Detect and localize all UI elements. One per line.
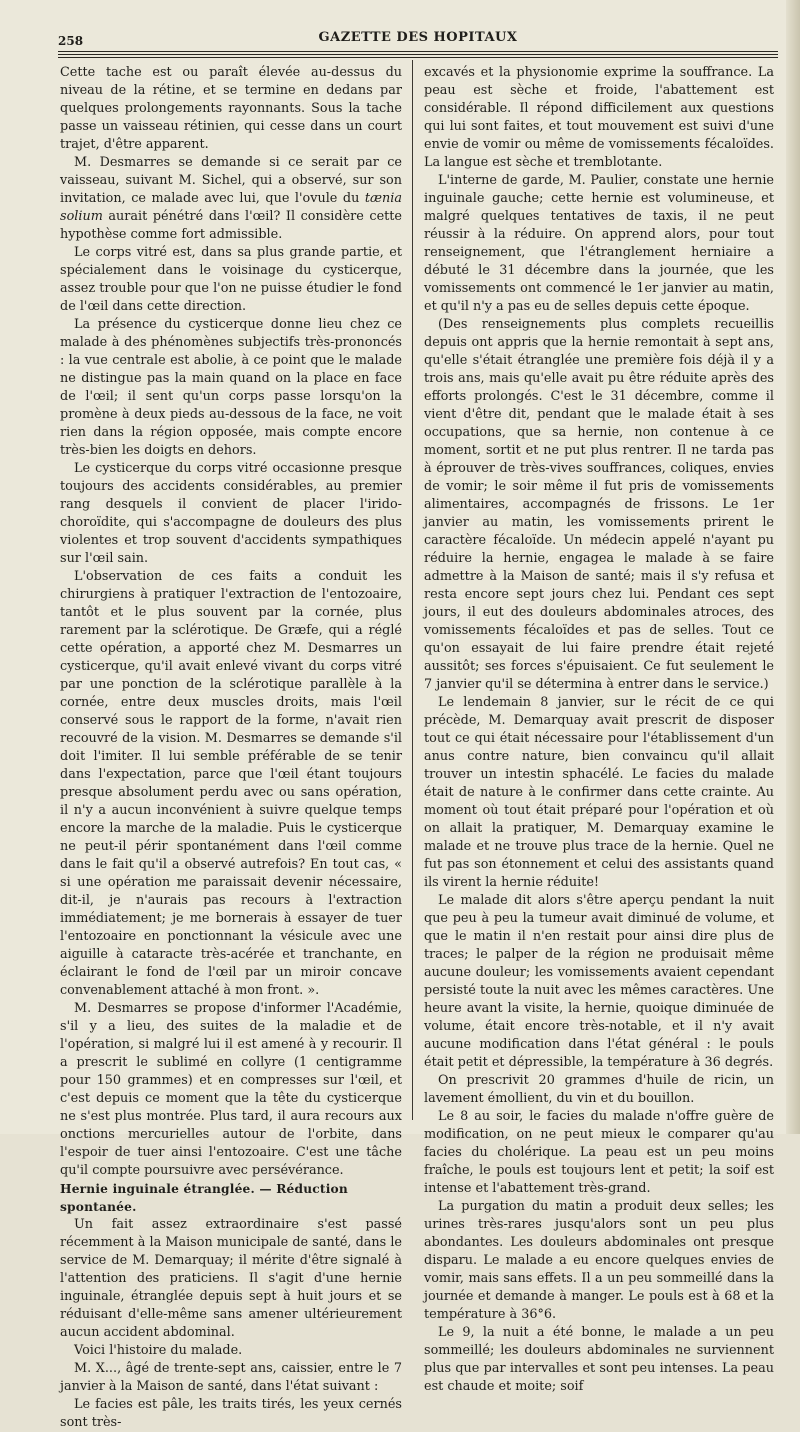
paragraph: L'interne de garde, M. Paulier, constate une hernie inguinale gauche; cette hernie est volumineuse, et malgré quelques tentatives de taxis, il ne peut réussir à la réduire. On apprend alors, pour tout renseignement, que l'étranglement herniaire a débuté le 31 décembre dans la journée, que les vomissements ont commencé le 1er janvier au matin, et qu'il n'y a pas eu de selles depuis cette époque. <box>424 173 774 314</box>
column-divider <box>412 60 413 1120</box>
paragraph: excavés et la physionomie exprime la souffrance. La peau est sèche et froide, l'abattement est considérable. Il répond difficilement aux questions qui lui sont faites, et tout mouvement est suivi d'une envie de vomir ou même de vomissements fécaloïdes. La langue est sèche et tremblotante. <box>424 65 774 170</box>
paragraph: Le 8 au soir, le facies du malade n'offre guère de modification, on ne peut mieux le comparer qu'au facies du cholérique. La peau est un peu moins fraîche, le pouls est toujours lent et petit; la soif est intense et l'abattement très-grand. <box>424 1109 774 1196</box>
italic-term: tænia solium <box>60 191 402 224</box>
paragraph: On prescrivit 20 grammes d'huile de ricin, un lavement émollient, du vin et du bouillon. <box>424 1073 774 1106</box>
paragraph: Voici l'histoire du malade. <box>74 1343 243 1358</box>
paragraph: Un fait assez extraordinaire s'est passé récemment à la Maison municipale de santé, dans le service de M. Demarquay; il mérite d'être signalé à l'attention des praticiens. Il s'agit d'une hernie inguinale, étranglée depuis sept à huit jours et se réduisant d'elle-même sans amener ultérieurement aucun accident abdominal. <box>60 1217 402 1340</box>
paragraph: Le malade dit alors s'être aperçu pendant la nuit que peu à peu la tumeur avait diminué de volume, et que le matin il n'en restait pour ainsi dire plus de traces; le palper de la région ne produisait même aucune douleur; les vomissements avaient cependant persisté toute la nuit avec les mêmes caractères. Une heure avant la visite, la hernie, quoique diminuée de volume, était encore très-notable, et il n'y avait aucune modification dans l'état général : le pouls était petit et dépressible, la température à 36 degrés. <box>424 893 774 1070</box>
paragraph: Le facies est pâle, les traits tirés, les yeux cernés sont très- <box>60 1397 402 1430</box>
paragraph: M. X..., âgé de trente-sept ans, caissier, entre le 7 janvier à la Maison de santé, dans l'état suivant : <box>60 1361 402 1394</box>
header-rule <box>58 54 778 55</box>
paragraph: Cette tache est ou paraît élevée au-dessus du niveau de la rétine, et se termine en dedans par quelques prolongements rayonnants. Sous la tache passe un vaisseau rétinien, qui cesse dans un court trajet, d'être apparent. <box>60 65 402 152</box>
paragraph: L'observation de ces faits a conduit les chirurgiens à pratiquer l'extraction de l'entozoaire, tantôt et le plus souvent par la cornée, plus rarement par la sclérotique. De Græfe, qui a réglé cette opération, a apporté chez M. Desmarres un cysticerque, qu'il avait enlevé vivant du corps vitré par une ponction de la sclérotique parallèle à la cornée, entre deux muscles droits, mais l'œil conservé sous le rapport de la forme, n'avait rien recouvré de la vision. M. Desmarres se demande s'il doit l'imiter. Il lui semble préférable de se tenir dans l'expectation, parce que l'œil étant toujours presque absolument perdu avec ou sans opération, il n'y a aucun inconvénient à suivre quelque temps encore la marche de la maladie. Puis le cysticerque ne peut-il périr spontanément dans l'œil comme dans le fait qu'il a observé autrefois? En tout cas, « si une opération me paraissait devenir nécessaire, dit-il, je n'aurais pas recours à l'extraction immédiatement; je me bornerais à essayer de tuer l'entozoaire en ponctionnant la vésicule avec une aiguille à cataracte très-acérée et tranchante, en éclairant le fond de l'œil par un miroir concave convenablement attaché à mon front. ». <box>60 569 402 998</box>
text-run: aurait pénétré dans l'œil? Il considère cette hypothèse comme fort admissible. <box>60 209 402 242</box>
paragraph: M. Desmarres se propose d'informer l'Académie, s'il y a lieu, des suites de la maladie et de l'opération, si malgré lui il est amené à y recourir. Il a prescrit le sublimé en collyre (1 centigramme pour 150 grammes) et en compresses sur l'œil, et c'est depuis ce moment que la tête du cysticerque ne s'est plus montrée. Plus tard, il aura recours aux onctions mercurielles autour de l'orbite, dans l'espoir de tuer ainsi l'entozoaire. C'est une tâche qu'il compte poursuivre avec persévérance. <box>60 1001 402 1178</box>
right-column <box>424 64 774 1396</box>
header-rule <box>58 51 778 52</box>
page-number: 258 <box>58 34 84 48</box>
left-column <box>60 64 402 1432</box>
page-header <box>58 28 778 50</box>
paragraph: Le corps vitré est, dans sa plus grande partie, et spécialement dans le voisinage du cysticerque, assez trouble pour que l'on ne puisse étudier le fond de l'œil dans cette direction. <box>60 245 402 314</box>
paragraph: (Des renseignements plus complets recueillis depuis ont appris que la hernie remontait à sept ans, qu'elle s'était étranglée une première fois déjà il y a trois ans, mais qu'elle avait pu être réduite après des efforts prolongés. C'est le 31 décembre, comme il vient d'être dit, pendant que le malade était à ses occupations, que sa hernie, non contenue à ce moment, sortit et ne put plus rentrer. Il ne tarda pas à éprouver de très-vives souffrances, coliques, envies de vomir; le soir même il fut pris de vomissements alimentaires, accompagnés de frissons. Le 1er janvier au matin, les vomissements prirent le caractère fécaloïde. Un médecin appelé n'ayant pu réduire la hernie, engagea le malade à se faire admettre à la Maison de santé; mais il s'y refusa et resta encore sept jours chez lui. Pendant ces sept jours, il eut des douleurs abdominales atroces, des vomissements fécaloïdes et pas de selles. Tout ce qu'on essayait de lui faire prendre était rejeté aussitôt; ses forces s'épuisaient. Ce fut seulement le 7 janvier qu'il se détermina à entrer dans le service.) <box>424 317 774 692</box>
paragraph: Le lendemain 8 janvier, sur le récit de ce qui précède, M. Demarquay avait prescrit de disposer tout ce qui était nécessaire pour l'établissement d'un anus contre nature, bien convaincu qu'il allait trouver un intestin sphacélé. Le facies du malade était de nature à le confirmer dans cette crainte. Au moment où tout était préparé pour l'opération et où on allait la pratiquer, M. Demarquay examine le malade et ne trouve plus trace de la hernie. Quel ne fut pas son étonnement et celui des assistants quand ils virent la hernie réduite! <box>424 695 774 890</box>
running-title: GAZETTE DES HOPITAUX <box>318 30 518 45</box>
section-heading: Hernie inguinale étranglée. — Réduction spontanée. <box>60 1182 348 1214</box>
paragraph: Le cysticerque du corps vitré occasionne presque toujours des accidents considérables, au premier rang desquels il convient de placer l'irido-choroïdite, qui s'accompagne de douleurs des plus violentes et trop souvent d'accidents sympathiques sur l'œil sain. <box>60 461 402 566</box>
paragraph: Le 9, la nuit a été bonne, le malade a un peu sommeillé; les douleurs abdominales ne surviennent plus que par intervalles et sont peu intenses. La peau est chaude et moite; soif <box>424 1325 774 1394</box>
paragraph: La purgation du matin a produit deux selles; les urines très-rares jusqu'alors sont un peu plus abondantes. Les douleurs abdominales ont presque disparu. Le malade a eu encore quelques envies de vomir, mais sans effets. Il a un peu sommeillé dans la journée et demande à manger. Le pouls est à 68 et la température à 36°6. <box>424 1199 774 1322</box>
text-run: M. Desmarres se demande si ce serait par ce vaisseau, suivant M. Sichel, qui a observé, sur son invitation, ce malade avec lui, que l'ovule du <box>60 155 402 206</box>
header-rule <box>58 57 778 58</box>
paragraph <box>60 154 402 244</box>
paragraph: La présence du cysticerque donne lieu chez ce malade à des phénomènes subjectifs très-prononcés : la vue centrale est abolie, à ce point que le malade ne distingue pas la main quand on la place en face de l'œil; il sent qu'un corps passe lorsqu'on la promène à deux pieds au-dessous de la face, ne voit rien dans la région opposée, mais compte encore très-bien les doigts en dehors. <box>60 317 402 458</box>
page-edge-shadow <box>786 0 800 1134</box>
